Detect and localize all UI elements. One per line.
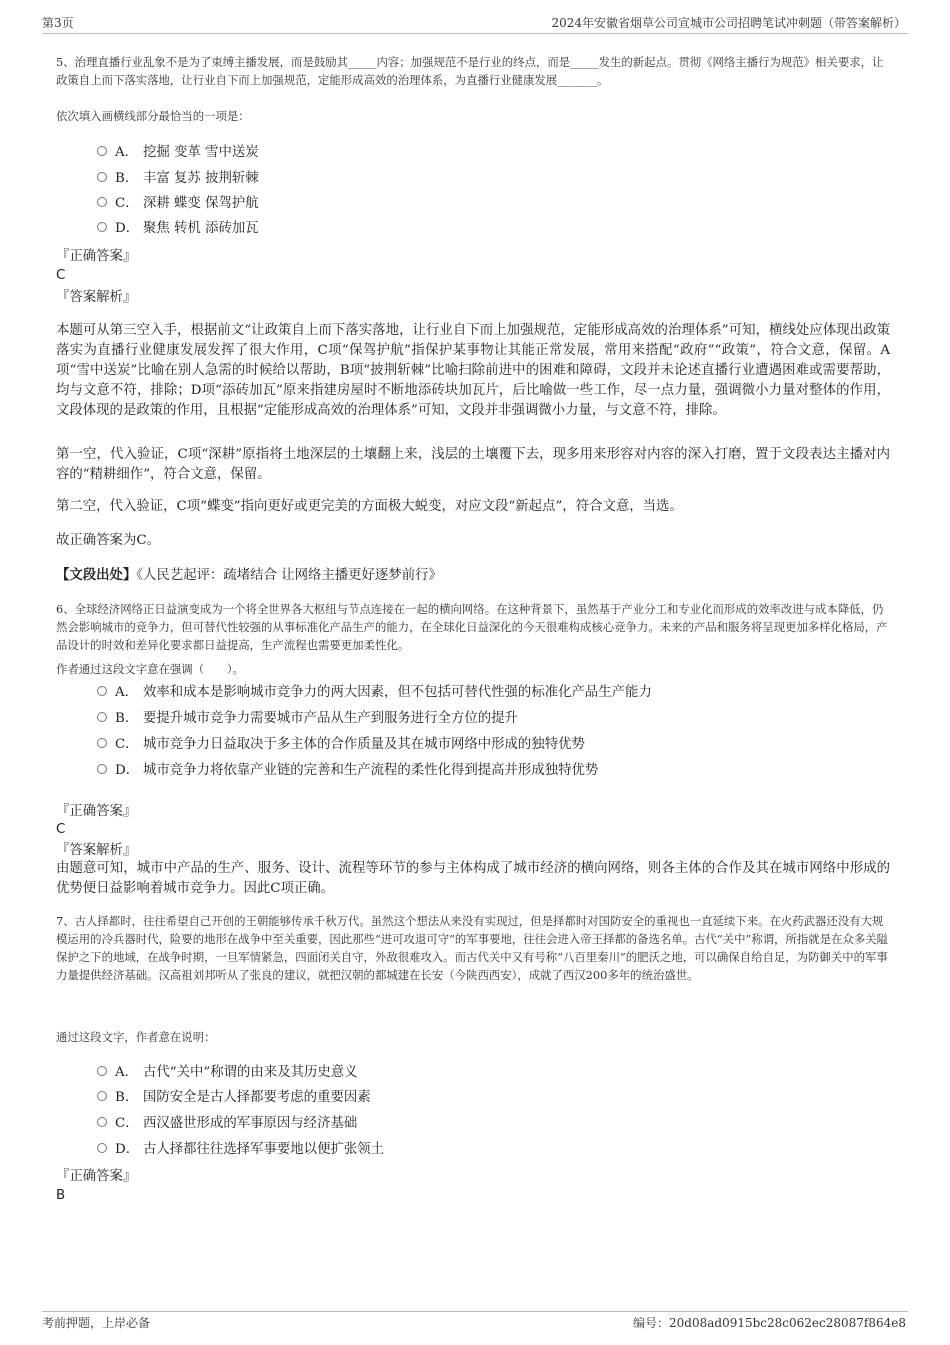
option-text: 城市竞争力将依靠产业链的完善和生产流程的柔性化得到提高并形成独特优势: [143, 763, 599, 778]
document-title: 2024年安徽省烟草公司宣城市公司招聘笔试冲刺题（带答案解析）: [551, 16, 906, 30]
q7-answer-label: 『正确答案』: [56, 1169, 137, 1184]
q6-answer: C: [56, 822, 66, 837]
footer-slogan: 考前押题，上岸必备: [42, 1316, 151, 1330]
radio-icon[interactable]: [97, 1066, 107, 1076]
q5-option-d[interactable]: [97, 219, 259, 239]
q6-analysis-label: 『答案解析』: [56, 843, 137, 858]
q6-option-a[interactable]: [97, 683, 652, 703]
option-letter: B.: [115, 171, 130, 186]
q5-analysis-paragraph-4: 故正确答案为C。: [56, 533, 160, 548]
q5-option-b[interactable]: [97, 169, 259, 189]
option-text: 要提升城市竞争力需要城市产品从生产到服务进行全方位的提升: [143, 711, 518, 726]
q7-answer: B: [56, 1188, 66, 1203]
footer-divider: [42, 1311, 908, 1312]
radio-icon[interactable]: [97, 1143, 107, 1153]
q5-option-a[interactable]: [97, 143, 259, 163]
question-5-prompt: 依次填入画横线部分最恰当的一项是：: [56, 109, 250, 123]
question-7-prompt: 通过这段文字，作者意在说明：: [56, 1030, 216, 1044]
document-id: 编号：20d08ad0915bc28c062ec28087f864e8: [633, 1316, 906, 1330]
radio-icon[interactable]: [97, 197, 107, 207]
radio-icon[interactable]: [97, 712, 107, 722]
option-letter: D．: [115, 221, 140, 236]
q5-answer: C: [56, 268, 66, 283]
q5-analysis-paragraph-3: 第二空，代入验证，C项“蝶变”指向更好或更完美的方面极大蜕变，对应文段“新起点”，符合文意，当选。: [56, 499, 683, 514]
source-label: 【文段出处】: [56, 567, 137, 583]
option-text: 国防安全是古人择都要考虑的重要因素: [143, 1090, 371, 1105]
option-letter: B.: [115, 711, 130, 726]
option-text: 挖掘 变革 雪中送炭: [143, 145, 259, 160]
option-letter: A．: [115, 685, 139, 700]
radio-icon[interactable]: [97, 764, 107, 774]
q5-option-c[interactable]: [97, 194, 259, 214]
option-text: 深耕 蝶变 保驾护航: [143, 196, 259, 211]
q7-option-c[interactable]: [97, 1114, 357, 1134]
q5-answer-label: 『正确答案』: [56, 249, 137, 264]
radio-icon[interactable]: [97, 1091, 107, 1101]
option-letter: A．: [115, 145, 139, 160]
question-7-stem: 7、古人择都时，往往希望自己开创的王朝能够传承千秋万代。虽然这个想法从来没有实现过，但是择都时对国防安全的重视也一直延续下来。在火药武器还没有大规模运用的冷兵器时代，险要的地形在战争中至关重要，因此那些“进可攻退可守”的军事要地，往往会进入帝王择都的备选名单。古代“关中”称谓，所指就是在众多关隘保护之下的地域，在战争时期，一旦军情紧急，四面闭关自守，外敌很难攻入。而古代关中又有号称“八百里秦川”的肥沃之地，可以确保自给自足，为防御关中的军事力量提供经济基础。汉高祖刘邦听从了张良的建议，就把汉朝的都城建在长安（今陕西西安），成就了西汉200多年的统治盛世。: [56, 914, 889, 982]
question-6-prompt: 作者通过这段文字意在强调（ ）。: [56, 662, 244, 676]
q7-option-d[interactable]: [97, 1140, 384, 1160]
option-letter: D．: [115, 1142, 140, 1157]
q6-option-b[interactable]: [97, 709, 518, 729]
q5-source: [56, 565, 890, 586]
option-text: 聚焦 转机 添砖加瓦: [143, 221, 259, 236]
option-text: 效率和成本是影响城市竞争力的两大因素，但不包括可替代性强的标准化产品生产能力: [143, 685, 652, 700]
q6-analysis: 由题意可知，城市中产品的生产、服务、设计、流程等环节的参与主体构成了城市经济的横向网络，则各主体的合作及其在城市网络中形成的优势便日益影响着城市竞争力。因此C项正确。: [56, 861, 890, 896]
source-title: 《人民艺起评：疏堵结合 让网络主播更好逐梦前行》: [136, 568, 442, 583]
option-letter: C．: [115, 1116, 139, 1131]
q6-option-d[interactable]: [97, 761, 598, 781]
radio-icon[interactable]: [97, 146, 107, 156]
option-text: 西汉盛世形成的军事原因与经济基础: [143, 1116, 358, 1131]
option-letter: A．: [115, 1065, 139, 1080]
q7-option-b[interactable]: [97, 1088, 371, 1108]
q5-analysis-paragraph-2: 第一空，代入验证，C项“深耕”原指将土地深层的土壤翻上来，浅层的土壤覆下去，现多用来形容对内容的深入打磨，置于文段表达主播对内容的“精耕细作”，符合文意，保留。: [56, 447, 890, 482]
option-letter: C．: [115, 737, 139, 752]
option-text: 古人择都往往选择军事要地以便扩张领土: [143, 1142, 385, 1157]
question-5-stem: 5、治理直播行业乱象不是为了束缚主播发展，而是鼓励其_____内容；加强规范不是行业的终点，而是_____发生的新起点。贯彻《网络主播行为规范》相关要求，让政策自上而下落实落地，让行业自下而上加强规范，定能形成高效的治理体系，为直播行业健康发展_______。: [56, 55, 884, 87]
radio-icon[interactable]: [97, 222, 107, 232]
radio-icon[interactable]: [97, 172, 107, 182]
radio-icon[interactable]: [97, 738, 107, 748]
q5-analysis-label: 『答案解析』: [56, 290, 137, 305]
radio-icon[interactable]: [97, 686, 107, 696]
question-6-stem: 6、全球经济网络正日益演变成为一个将全世界各大枢纽与节点连接在一起的横向网络。在这种背景下，虽然基于产业分工和专业化而形成的效率改进与成本降低，仍然会影响城市的竞争力，但可替代性较强的从事标准化产品生产的能力，在全球化日益深化的今天很难构成核心竞争力。未来的产品和服务将呈现更加多样化格局，产品设计的时效和差异化要求都日益提高，生产流程也需要更加柔性化。: [56, 602, 888, 652]
option-letter: B.: [115, 1090, 130, 1105]
page-number: 第3页: [42, 16, 74, 30]
option-letter: D．: [115, 763, 140, 778]
option-text: 古代“关中”称谓的由来及其历史意义: [143, 1065, 358, 1080]
option-text: 城市竞争力日益取决于多主体的合作质量及其在城市网络中形成的独特优势: [143, 737, 585, 752]
option-letter: C．: [115, 196, 139, 211]
q6-answer-label: 『正确答案』: [56, 804, 137, 819]
header-divider: [42, 33, 908, 34]
option-text: 丰富 复苏 披荆斩棘: [143, 171, 259, 186]
q6-option-c[interactable]: [97, 735, 585, 755]
radio-icon[interactable]: [97, 1117, 107, 1127]
q5-analysis-paragraph-1: 本题可从第三空入手，根据前文“让政策自上而下落实落地，让行业自下而上加强规范，定能形成高效的治理体系”可知，横线处应体现出政策落实为直播行业健康发展发挥了很大作用，C项“保驾护航”指保护某事物让其能正常发展，常用来搭配“政府”“政策”，符合文意，保留。A项“雪中送炭”比喻在别人急需的时候给以帮助，B项“披荆斩棘”比喻扫除前进中的困难和障碍，文段并未论述直播行业遭遇困难或需要帮助，均与文意不符，排除；D项“添砖加瓦”原来指建房屋时不断地添砖块加瓦片，后比喻做一些工作，尽一点力量，强调微小力量对整体的作用，文段体现的是政策的作用，且根据“定能形成高效的治理体系”可知，文段并非强调微小力量，与文意不符，排除。: [56, 323, 890, 418]
q7-option-a[interactable]: [97, 1063, 358, 1083]
